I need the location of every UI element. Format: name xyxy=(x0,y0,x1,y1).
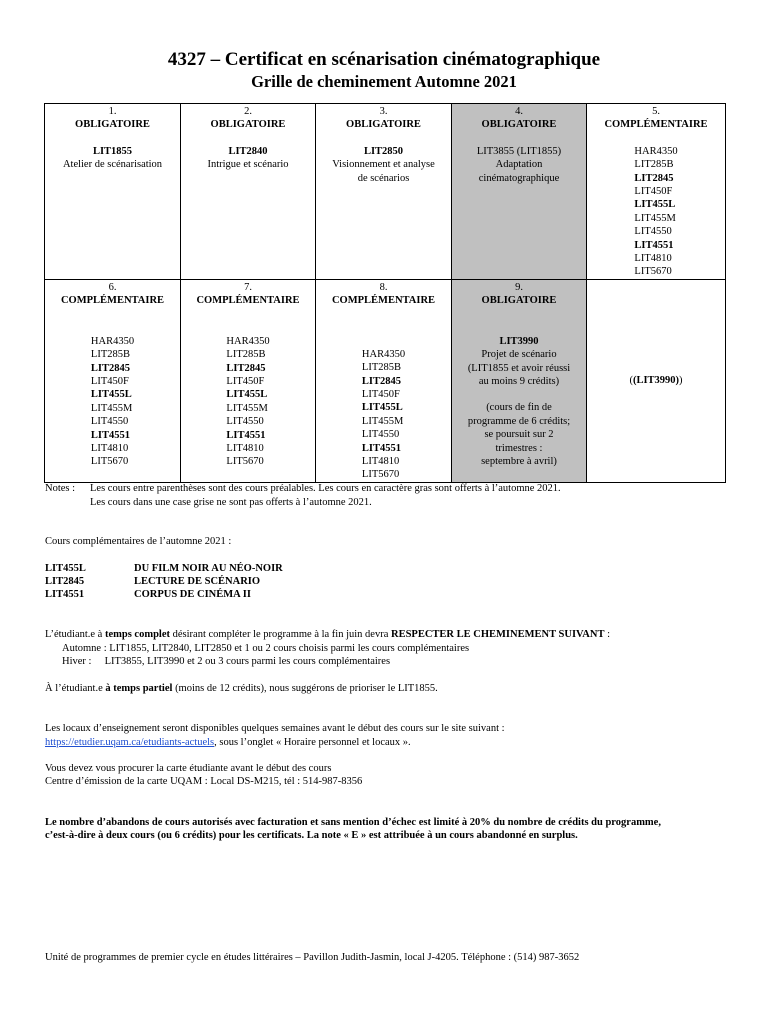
course-code: LIT4810 xyxy=(226,442,264,454)
course-desc: cinématographique xyxy=(478,172,560,184)
grid-cell-9 xyxy=(452,279,587,482)
grid-cell-1 xyxy=(45,104,181,280)
autumn-courses-heading: Cours complémentaires de l’automne 2021 : xyxy=(45,536,232,547)
page-title: 4327 – Certificat en scénarisation cinématographique xyxy=(167,49,601,70)
abandon-line-1: Le nombre d’abandons de cours autorisés avec facturation et sans mention d’échec est limité à 20% du nombre de crédits du programme, xyxy=(45,817,661,828)
course-code: LIT455M xyxy=(634,212,676,224)
course-code: LIT4810 xyxy=(361,455,400,467)
autumn-course-name: LECTURE DE SCÉNARIO xyxy=(134,576,261,587)
course-code: LIT1855 xyxy=(92,145,133,157)
course-desc: de scénarios xyxy=(357,172,410,184)
cell-number: 3. xyxy=(379,106,388,117)
course-code: LIT3990 xyxy=(499,335,539,347)
cell-number: 6. xyxy=(108,281,117,293)
course-code: LIT285B xyxy=(90,349,130,361)
fulltime-autumn: Automne : LIT1855, LIT2840, LIT2850 et 1 ou 2 cours choisis parmi les cours complémentaires xyxy=(62,643,470,654)
complementary-course-list xyxy=(226,335,269,469)
notes-line-2: Les cours dans une case grise ne sont pas offerts à l’automne 2021. xyxy=(90,497,372,508)
course-desc: au moins 9 crédits) xyxy=(478,375,560,387)
autumn-course-code: LIT455L xyxy=(45,563,86,574)
autumn-course-code: LIT2845 xyxy=(45,576,85,587)
course-code: HAR4350 xyxy=(226,335,270,347)
course-code: LIT4550 xyxy=(226,416,264,428)
course-code: LIT4550 xyxy=(634,226,672,238)
cell-kind: COMPLÉMENTAIRE xyxy=(196,295,300,307)
course-code: LIT2850 xyxy=(363,145,404,157)
course-code: LIT4551 xyxy=(90,429,130,441)
course-grid xyxy=(44,103,726,483)
cell-number: 4. xyxy=(515,106,523,117)
course-note: (cours de fin de xyxy=(486,402,552,414)
cell-kind: COMPLÉMENTAIRE xyxy=(604,119,708,131)
abandon-line-2: c’est-à-dire à deux cours (ou 6 crédits) pour les certificats. La note « E » est attribuée à un cours abandonné en surplus. xyxy=(45,830,578,841)
fulltime-winter: Hiver : LIT3855, LIT3990 et 2 ou 3 cours parmi les cours complémentaires xyxy=(62,656,391,667)
grid-cell-6 xyxy=(45,279,181,482)
course-desc: Projet de scénario xyxy=(481,349,557,361)
student-portal-link[interactable]: https://etudier.uqam.ca/etudiants-actuels xyxy=(45,737,215,748)
locals-line-2: https://etudier.uqam.ca/etudiants-actuels, sous l’onglet « Horaire personnel et locaux ». xyxy=(45,737,411,748)
course-code: LIT2845 xyxy=(634,172,674,184)
course-code: LIT5670 xyxy=(90,456,129,468)
course-code: LIT285B xyxy=(361,362,401,374)
cell-kind: OBLIGATOIRE xyxy=(346,119,421,131)
grid-cell-3 xyxy=(316,104,452,280)
grid-cell-4 xyxy=(452,104,587,280)
course-note: septembre à avril) xyxy=(481,455,557,467)
locals-line-1: Les locaux d’enseignement seront disponibles quelques semaines avant le début des cours sur le site suivant : xyxy=(45,723,505,734)
course-code: LIT455M xyxy=(361,415,404,427)
course-code: LIT3855 (LIT1855) xyxy=(476,145,562,157)
grid-cell-7 xyxy=(181,279,316,482)
course-code: LIT450F xyxy=(361,388,400,400)
course-code: HAR4350 xyxy=(361,348,406,360)
grid-cell-2 xyxy=(181,104,316,280)
autumn-course-name: DU FILM NOIR AU NÉO-NOIR xyxy=(134,563,283,574)
course-code: LIT455M xyxy=(226,402,268,414)
course-note: se poursuit sur 2 xyxy=(484,429,554,441)
complementary-course-list xyxy=(634,145,677,279)
course-code: LIT2845 xyxy=(361,375,401,387)
cell-kind: COMPLÉMENTAIRE xyxy=(60,295,165,307)
fulltime-paragraph: L’étudiant.e à temps complet désirant compléter le programme à la fin juin devra RESPECTER LE CHEMINEMENT SUIVANT : xyxy=(45,629,610,640)
course-desc: Atelier de scénarisation xyxy=(62,159,163,171)
course-code: LIT285B xyxy=(226,349,266,361)
footer-text: Unité de programmes de premier cycle en études littéraires – Pavillon Judith-Jasmin, local J-4205. Téléphone : (514) 987-3652 xyxy=(45,952,580,963)
cell-number: 5. xyxy=(652,106,660,117)
course-code: LIT2845 xyxy=(226,362,266,374)
course-code: HAR4350 xyxy=(90,335,135,347)
course-note: programme de 6 crédits; xyxy=(467,415,571,427)
course-code: LIT2845 xyxy=(90,362,130,374)
course-code: LIT455L xyxy=(90,389,132,401)
grid-row-2 xyxy=(45,279,726,482)
course-code: LIT4550 xyxy=(361,429,400,441)
notes-line-1: Les cours entre parenthèses sont des cours préalables. Les cours en caractère gras sont offerts à l’automne 2021. xyxy=(90,483,561,494)
course-code: LIT5670 xyxy=(226,456,264,468)
parttime-paragraph: À l’étudiant.e à temps partiel (moins de 12 crédits), nous suggérons de prioriser le LIT1855. xyxy=(45,683,438,694)
grid-row-1 xyxy=(45,104,726,280)
course-code: ((LIT3990)) xyxy=(629,375,683,387)
cell-kind: COMPLÉMENTAIRE xyxy=(331,295,436,307)
cell-kind: OBLIGATOIRE xyxy=(210,119,286,131)
cell-number: 8. xyxy=(379,281,388,293)
grid-cell-10 xyxy=(587,279,726,482)
course-note: trimestres : xyxy=(495,442,543,454)
course-code: LIT455L xyxy=(226,389,268,401)
course-code: LIT2840 xyxy=(228,145,268,157)
course-code-bold: (LIT3990) xyxy=(632,375,680,387)
cell-number: 2. xyxy=(244,106,252,117)
cell-kind: OBLIGATOIRE xyxy=(481,119,557,131)
course-desc: Visionnement et analyse xyxy=(332,159,435,171)
course-code: LIT450F xyxy=(90,375,129,387)
course-code: LIT455M xyxy=(90,402,133,414)
cell-kind: OBLIGATOIRE xyxy=(75,119,150,131)
autumn-course-code: LIT4551 xyxy=(45,589,85,600)
course-code: LIT4551 xyxy=(361,442,401,454)
course-code: LIT4551 xyxy=(226,429,266,441)
course-code: LIT5670 xyxy=(634,266,672,278)
course-code: LIT4810 xyxy=(90,442,129,454)
course-code: LIT5670 xyxy=(361,469,400,481)
complementary-course-list xyxy=(91,335,134,469)
complementary-course-list xyxy=(362,348,405,482)
course-code: LIT450F xyxy=(226,375,265,387)
cell-number: 7. xyxy=(244,281,252,293)
course-code: HAR4350 xyxy=(634,145,678,157)
course-code: LIT455L xyxy=(634,199,676,211)
course-desc: Adaptation xyxy=(495,159,543,171)
course-desc: (LIT1855 et avoir réussi xyxy=(467,362,571,374)
notes-label: Notes : xyxy=(45,483,76,494)
course-code: LIT450F xyxy=(634,186,673,198)
grid-cell-5 xyxy=(587,104,726,280)
card-line-2: Centre d’émission de la carte UQAM : Local DS-M215, tél : 514-987-8356 xyxy=(45,776,363,787)
course-desc: Intrigue et scénario xyxy=(207,159,289,171)
course-code: LIT285B xyxy=(634,159,674,171)
card-line-1: Vous devez vous procurer la carte étudiante avant le début des cours xyxy=(45,763,332,774)
page-subtitle: Grille de cheminement Automne 2021 xyxy=(251,72,517,91)
cell-kind: OBLIGATOIRE xyxy=(481,295,557,307)
grid-cell-8 xyxy=(316,279,452,482)
cell-number: 9. xyxy=(515,281,523,293)
course-code: LIT4810 xyxy=(634,253,672,265)
cell-number: 1. xyxy=(108,106,117,117)
course-code: LIT4550 xyxy=(90,416,129,428)
autumn-course-name: CORPUS DE CINÉMA II xyxy=(134,589,251,600)
course-code: LIT4551 xyxy=(634,239,674,251)
course-code: LIT455L xyxy=(361,402,403,414)
